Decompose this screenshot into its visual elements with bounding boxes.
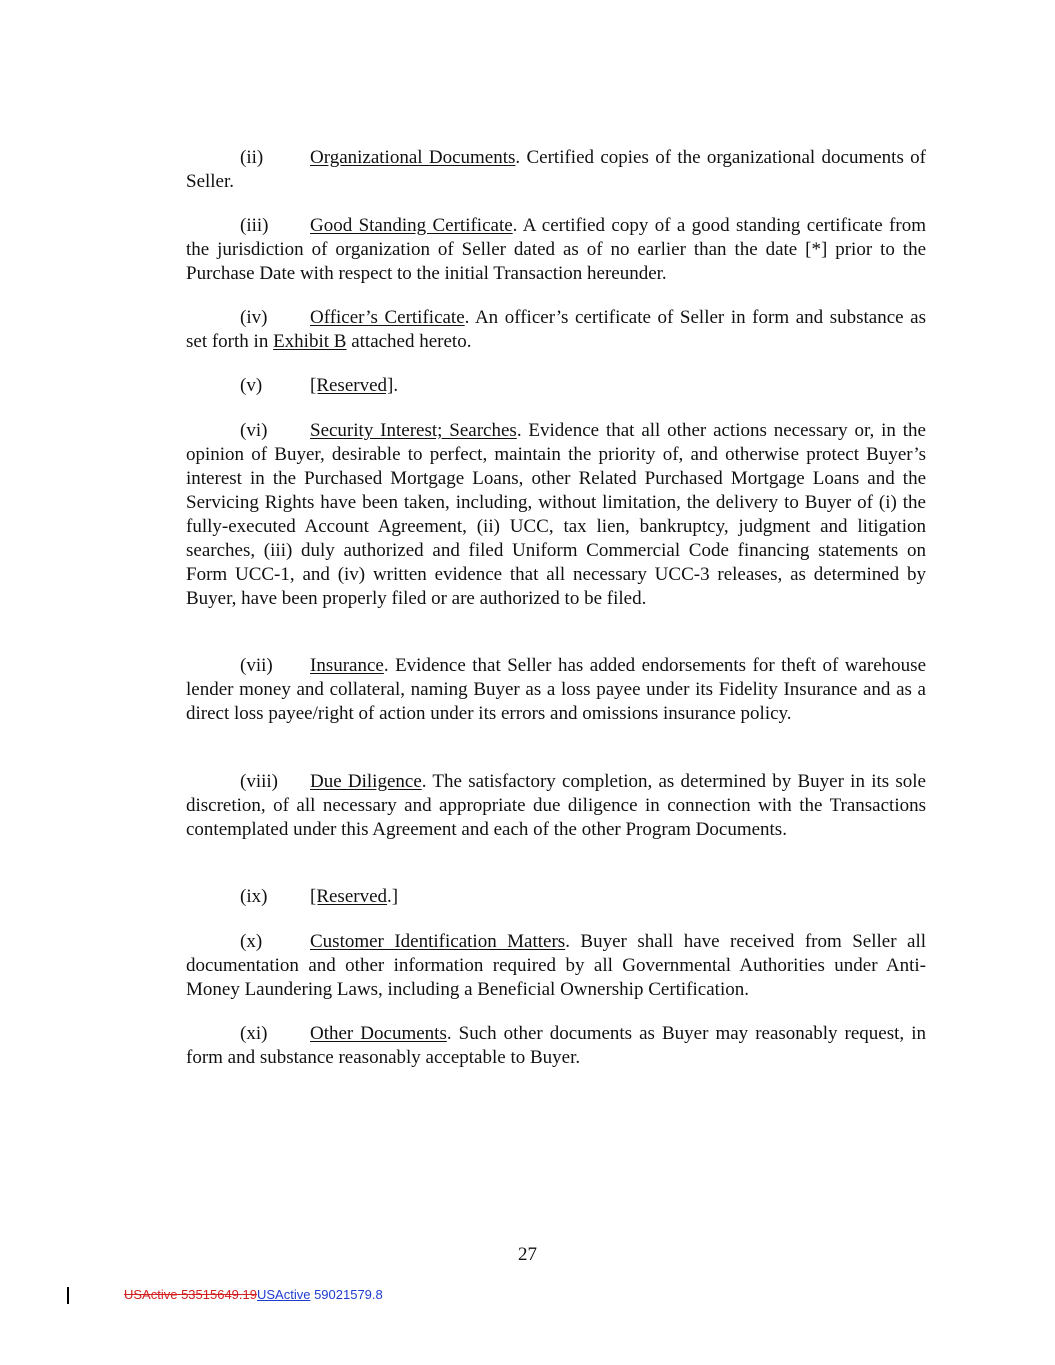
paragraph-number: (vii) [240, 655, 273, 676]
paragraph-ii [186, 146, 926, 194]
paragraph-heading: Security Interest; Searches [310, 420, 517, 441]
paragraph-body: .] [387, 886, 399, 907]
paragraph-number: (vi) [240, 420, 268, 441]
paragraph-heading: Customer Identification Matters [310, 931, 566, 952]
paragraph-ix [186, 885, 926, 909]
paragraph-heading: Organizational Documents [310, 147, 516, 168]
paragraph-viii [186, 770, 926, 842]
paragraph-heading: Other Documents [310, 1023, 447, 1044]
paragraph-xi [186, 1022, 926, 1070]
paragraph-vii [186, 654, 926, 726]
paragraph-number: (iv) [240, 307, 268, 328]
paragraph-heading: Due Diligence [310, 771, 422, 792]
paragraph-body: . A certified copy of a good standing certificate from the jurisdiction of organization of Seller dated as of no earlier than the date [*] prior to the Purchase Date with respect to the initial Transaction hereunder. [186, 215, 926, 284]
paragraph-number: (v) [240, 375, 263, 396]
paragraph-number: (iii) [240, 215, 269, 236]
paragraph-number: (x) [240, 931, 263, 952]
paragraph-number: (xi) [240, 1023, 268, 1044]
paragraph-body: . [393, 375, 399, 396]
paragraph-v [186, 374, 926, 398]
inserted-doc-id-link[interactable]: USActive [256, 1287, 311, 1302]
inserted-doc-id: 59021579.8 [310, 1287, 383, 1302]
change-bar [67, 1287, 69, 1304]
paragraph-heading: [Reserved] [310, 375, 394, 396]
exhibit-b-reference: Exhibit B [273, 331, 347, 352]
paragraph-body: . The satisfactory completion, as determined by Buyer in its sole discretion, of all necessary and appropriate due diligence in connection with the Transactions contemplated under this Agreement and each of the other Program Documents. [186, 771, 926, 840]
paragraph-number: (viii) [240, 771, 278, 792]
paragraph-number: (ix) [240, 886, 268, 907]
paragraph-vi [186, 419, 926, 611]
paragraph-body: . Evidence that all other actions necessary or, in the opinion of Buyer, desirable to perfect, maintain the priority of, and otherwise protect Buyer’s interest in the Purchased Mortgage Loans, other Related Purchased Mortgage Loans and the Servicing Rights have been taken, including, without limitation, the delivery to Buyer of (i) the fully-executed Account Agreement, (ii) UCC, tax lien, bankruptcy, judgment and litigation searches, (iii) duly authorized and filed Uniform Commercial Code financing statements on Form UCC-1, and (iv) written evidence that all necessary UCC-3 releases, as determined by Buyer, have been properly filed or are authorized to be filed. [186, 420, 926, 609]
paragraph-heading: Insurance [310, 655, 384, 676]
document-id-footer [124, 1287, 383, 1302]
paragraph-heading: Officer’s Certificate [310, 307, 465, 328]
paragraph-body: . Buyer shall have received from Seller all documentation and other information required by all Governmental Authorities under Anti-Money Laundering Laws, including a Beneficial Ownership Certification. [186, 931, 927, 1000]
paragraph-heading: [Reserved [310, 886, 388, 907]
paragraph-number: (ii) [240, 147, 264, 168]
paragraph-body: . An officer’s certificate of Seller in form and substance as set forth in [186, 307, 926, 352]
paragraph-body: . Such other documents as Buyer may reasonably request, in form and substance reasonably acceptable to Buyer. [186, 1023, 926, 1068]
paragraph-body: . Certified copies of the organizational documents of Seller. [186, 147, 926, 192]
paragraph-iv [186, 306, 926, 354]
paragraph-body-end: attached hereto. [346, 331, 472, 352]
paragraph-iii [186, 214, 926, 286]
page-number: 27 [518, 1244, 537, 1265]
deleted-doc-id: USActive 53515649.19 [124, 1287, 257, 1302]
paragraph-x [186, 930, 926, 1002]
paragraph-body: . Evidence that Seller has added endorsements for theft of warehouse lender money and collateral, naming Buyer as a loss payee under its Fidelity Insurance and as a direct loss payee/right of action under its errors and omissions insurance policy. [186, 655, 926, 724]
paragraph-heading: Good Standing Certificate [310, 215, 513, 236]
